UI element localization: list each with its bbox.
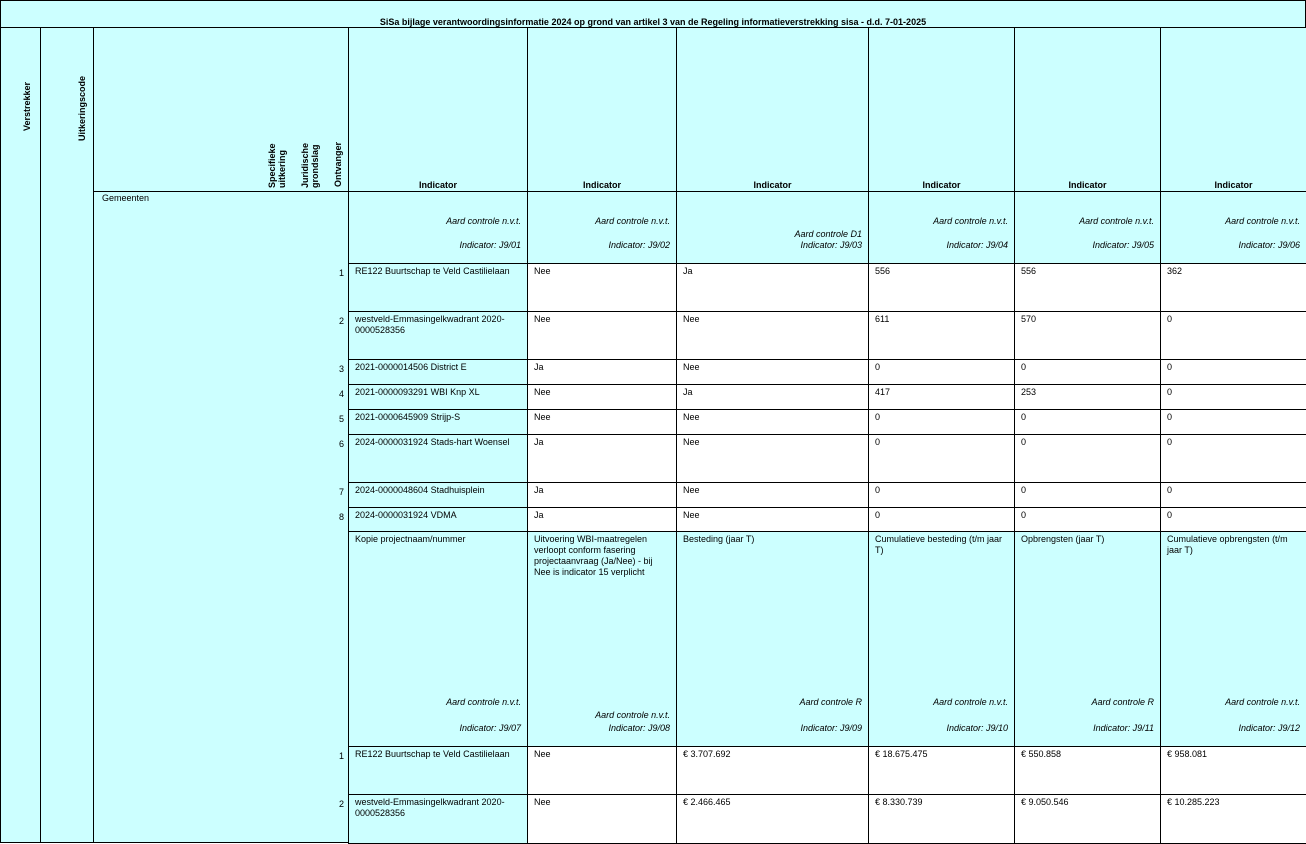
value-cell: 417 <box>868 384 1015 410</box>
aard-controle: Aard controle R <box>1091 697 1154 707</box>
value-cell: Nee <box>527 263 677 312</box>
aard-controle: Aard controle n.v.t. <box>1225 216 1300 226</box>
row-number: 8 <box>338 512 344 522</box>
indicator-description-cell <box>527 531 677 747</box>
value-cell: 0 <box>1160 482 1306 508</box>
project-name-cell: westveld-Emmasingelkwadrant 2020-0000528356 <box>348 794 528 844</box>
indicator-header: Indicator <box>1160 27 1306 192</box>
value-cell: 0 <box>868 359 1015 385</box>
indicator-description: Kopie projectnaam/nummer <box>355 534 466 544</box>
value-cell: 0 <box>868 482 1015 508</box>
indicator-code: Indicator: J9/07 <box>459 723 521 733</box>
value-cell: 0 <box>1160 434 1306 483</box>
value-cell: Nee <box>527 794 677 844</box>
indicator-description: Opbrengsten (jaar T) <box>1021 534 1105 544</box>
row-number: 1 <box>338 268 344 278</box>
row-number: 5 <box>338 414 344 424</box>
value-cell: 362 <box>1160 263 1306 312</box>
aard-controle-cell <box>1160 191 1306 264</box>
aard-controle-cell <box>868 191 1015 264</box>
indicator-code: Indicator: J9/06 <box>1238 240 1300 250</box>
indicator-description-cell <box>1014 531 1161 747</box>
aard-controle: Aard controle n.v.t. <box>595 216 670 226</box>
value-cell: 0 <box>868 507 1015 533</box>
value-cell: 0 <box>1160 311 1306 360</box>
project-name-cell: 2024-0000031924 Stads-hart Woensel <box>348 434 528 483</box>
row-number: 7 <box>338 487 344 497</box>
verstrekker-header: Verstrekker <box>22 82 32 132</box>
indicator-header: Indicator <box>348 27 528 192</box>
value-cell: Nee <box>676 507 869 533</box>
aard-controle-cell <box>676 191 869 264</box>
indicator-header: Indicator <box>1014 27 1161 192</box>
value-cell: 0 <box>1014 434 1161 483</box>
group-label: Gemeenten <box>102 193 150 203</box>
value-cell: Nee <box>527 384 677 410</box>
value-cell: Ja <box>527 359 677 385</box>
aard-controle-cell <box>527 191 677 264</box>
indicator-header: Indicator <box>676 27 869 192</box>
indicator-code: Indicator: J9/08 <box>608 723 670 733</box>
indicator-code: Indicator: J9/03 <box>800 240 862 250</box>
juridische-grondslag-header: Juridische grondslag <box>300 142 320 188</box>
indicator-code: Indicator: J9/04 <box>946 240 1008 250</box>
value-cell: Nee <box>676 359 869 385</box>
value-cell: 253 <box>1014 384 1161 410</box>
value-cell: € 958.081 <box>1160 746 1306 795</box>
aard-controle-cell <box>1014 191 1161 264</box>
value-cell: 0 <box>1014 482 1161 508</box>
aard-controle: Aard controle n.v.t. <box>595 710 670 720</box>
indicator-description: Uitvoering WBI-maatregelen verloopt conform fasering projectaanvraag (Ja/Nee) - bij Nee is indicator 15 verplicht <box>534 534 653 577</box>
value-cell: Ja <box>527 434 677 483</box>
aard-controle: Aard controle D1 <box>794 229 862 239</box>
indicator-description: Besteding (jaar T) <box>683 534 755 544</box>
row-number: 3 <box>338 364 344 374</box>
project-name-cell: RE122 Buurtschap te Veld Castilielaan <box>348 263 528 312</box>
aard-controle: Aard controle n.v.t. <box>933 697 1008 707</box>
row-number: 6 <box>338 439 344 449</box>
value-cell: 0 <box>1160 507 1306 533</box>
value-cell: € 9.050.546 <box>1014 794 1161 844</box>
row-number: 2 <box>338 799 344 809</box>
value-cell: 0 <box>868 409 1015 435</box>
value-cell: 556 <box>1014 263 1161 312</box>
indicator-header: Indicator <box>868 27 1015 192</box>
indicator-code: Indicator: J9/09 <box>800 723 862 733</box>
value-cell: Ja <box>676 384 869 410</box>
project-name-cell: RE122 Buurtschap te Veld Castilielaan <box>348 746 528 795</box>
indicator-description-cell <box>1160 531 1306 747</box>
value-cell: € 2.466.465 <box>676 794 869 844</box>
indicator-header: Indicator <box>527 27 677 192</box>
project-name-cell: 2021-0000014506 District E <box>348 359 528 385</box>
value-cell: 0 <box>868 434 1015 483</box>
verstrekker-column <box>0 27 41 843</box>
indicator-code: Indicator: J9/01 <box>459 240 521 250</box>
value-cell: 611 <box>868 311 1015 360</box>
indicator-code: Indicator: J9/11 <box>1093 723 1154 733</box>
indicator-description-cell <box>348 531 528 747</box>
ontvanger-header: Ontvanger <box>333 142 343 188</box>
value-cell: Nee <box>527 746 677 795</box>
uitkeringscode-column <box>40 27 94 843</box>
value-cell: 556 <box>868 263 1015 312</box>
value-cell: Nee <box>676 311 869 360</box>
value-cell: Nee <box>527 311 677 360</box>
value-cell: Nee <box>676 482 869 508</box>
indicator-code: Indicator: J9/02 <box>608 240 670 250</box>
aard-controle: Aard controle n.v.t. <box>446 697 521 707</box>
page-title: SiSa bijlage verantwoordingsinformatie 2024 op grond van artikel 3 van de Regeling informatieverstrekking sisa - d.d. 7-01-2025 <box>0 0 1306 28</box>
aard-controle: Aard controle n.v.t. <box>1079 216 1154 226</box>
aard-controle: Aard controle n.v.t. <box>1225 697 1300 707</box>
indicator-description-cell <box>868 531 1015 747</box>
project-name-cell: westveld-Emmasingelkwadrant 2020-0000528356 <box>348 311 528 360</box>
aard-controle-cell <box>348 191 528 264</box>
value-cell: 0 <box>1160 359 1306 385</box>
indicator-code: Indicator: J9/12 <box>1238 723 1300 733</box>
row-number: 2 <box>338 316 344 326</box>
indicator-code: Indicator: J9/10 <box>946 723 1008 733</box>
project-name-cell: 2024-0000048604 Stadhuisplein <box>348 482 528 508</box>
row-number: 1 <box>338 751 344 761</box>
specifieke-uitkering-header: Specifieke uitkering <box>267 143 287 188</box>
value-cell: € 10.285.223 <box>1160 794 1306 844</box>
project-name-cell: 2021-0000093291 WBI Knp XL <box>348 384 528 410</box>
aard-controle: Aard controle n.v.t. <box>446 216 521 226</box>
value-cell: 0 <box>1014 507 1161 533</box>
indicator-description: Cumulatieve opbrengsten (t/m jaar T) <box>1167 534 1288 555</box>
value-cell: Ja <box>527 507 677 533</box>
project-name-cell: 2024-0000031924 VDMA <box>348 507 528 533</box>
value-cell: 0 <box>1160 409 1306 435</box>
indicator-description-cell <box>676 531 869 747</box>
value-cell: 0 <box>1014 359 1161 385</box>
value-cell: Nee <box>527 409 677 435</box>
indicator-code: Indicator: J9/05 <box>1092 240 1154 250</box>
aard-controle: Aard controle n.v.t. <box>933 216 1008 226</box>
row-number: 4 <box>338 389 344 399</box>
value-cell: € 3.707.692 <box>676 746 869 795</box>
value-cell: 0 <box>1160 384 1306 410</box>
value-cell: € 18.675.475 <box>868 746 1015 795</box>
value-cell: Ja <box>676 263 869 312</box>
value-cell: Nee <box>676 434 869 483</box>
value-cell: 0 <box>1014 409 1161 435</box>
value-cell: € 550.858 <box>1014 746 1161 795</box>
value-cell: 570 <box>1014 311 1161 360</box>
specifieke-body-column <box>93 191 349 843</box>
value-cell: Nee <box>676 409 869 435</box>
aard-controle: Aard controle R <box>799 697 862 707</box>
value-cell: Ja <box>527 482 677 508</box>
project-name-cell: 2021-0000645909 Strijp-S <box>348 409 528 435</box>
uitkeringscode-header: Uitkeringscode <box>77 76 87 142</box>
indicator-description: Cumulatieve besteding (t/m jaar T) <box>875 534 1003 555</box>
value-cell: € 8.330.739 <box>868 794 1015 844</box>
